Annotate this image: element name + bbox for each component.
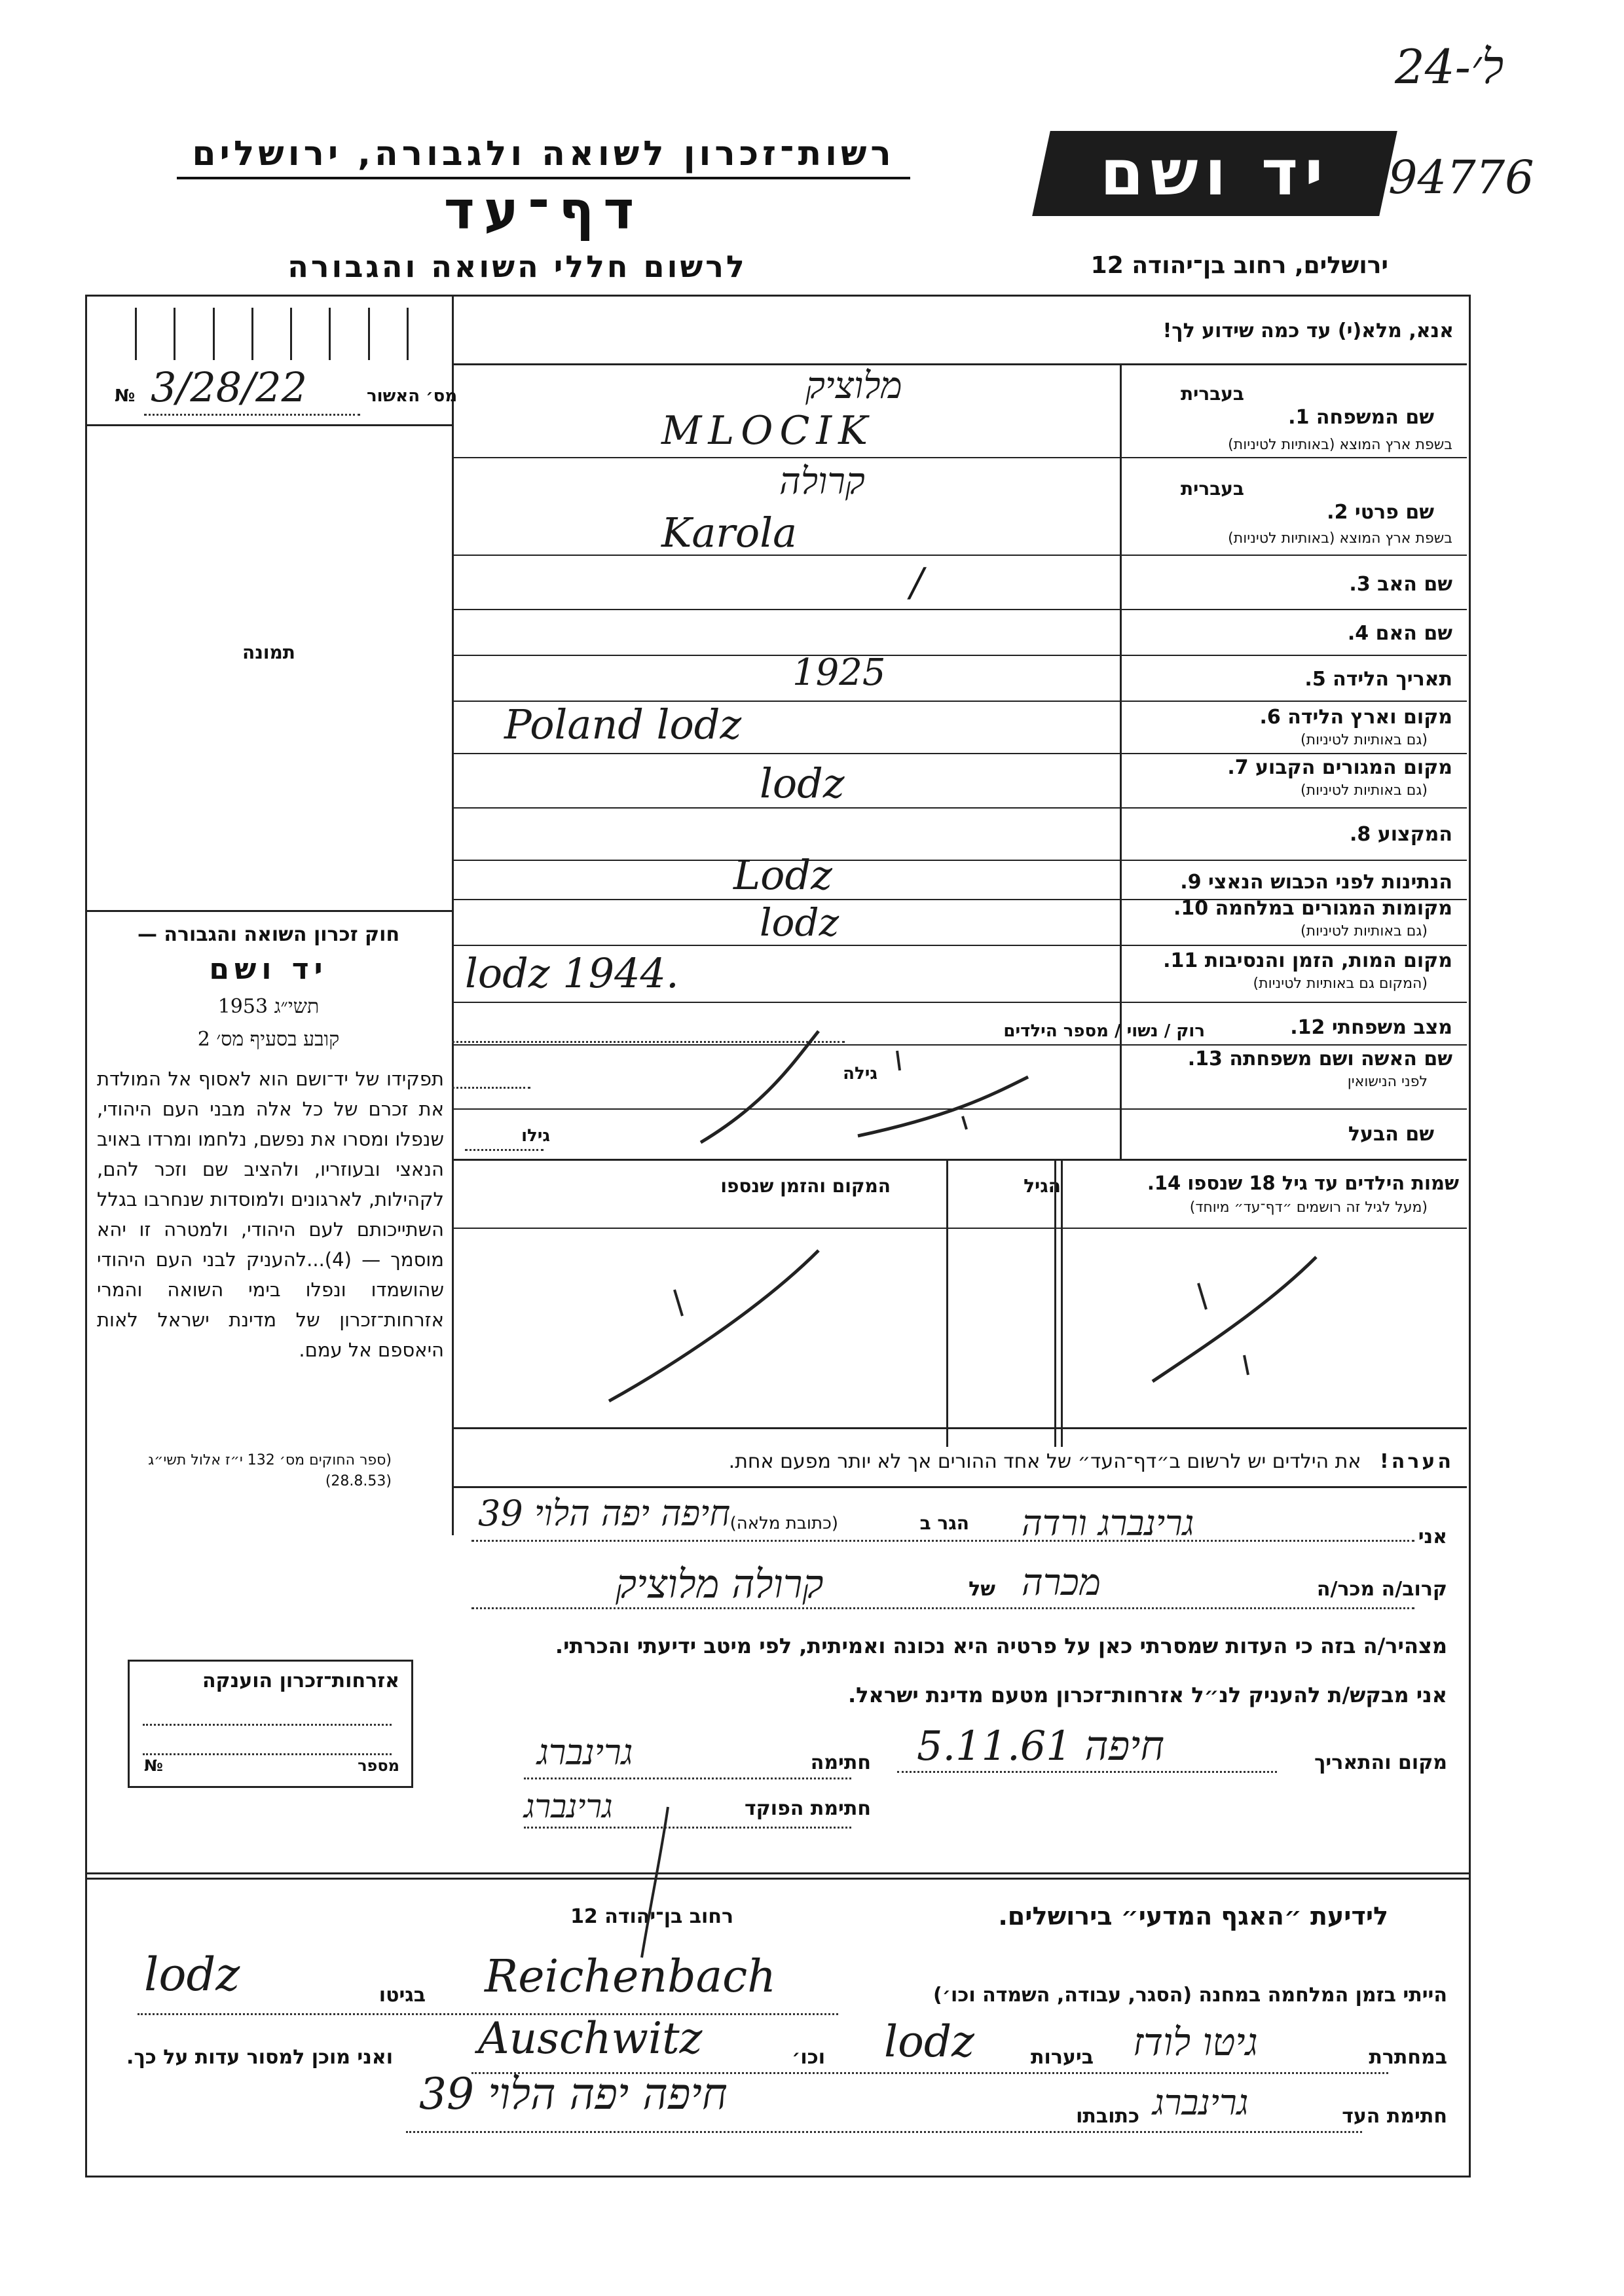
field-10-hint: (גם באותיות לטיניות)	[1301, 923, 1428, 939]
children-bottom-divider	[452, 1427, 1467, 1429]
field-11-label: מקום המות, הזמן והנסיבות 11.	[1163, 949, 1452, 972]
children-header-divider	[452, 1228, 1467, 1229]
citizenship-number-label: מספר	[358, 1757, 399, 1775]
declaration-of: של	[969, 1578, 995, 1601]
note-line	[458, 1450, 1454, 1473]
field-1-value-hebrew: מלוציק	[805, 365, 902, 407]
signature-dotline	[524, 1777, 851, 1779]
declaration-request: אני מבקש/ת להעניק לנ״ל אזרחות־זכרון מטעם מדינת ישראל.	[848, 1683, 1447, 1707]
ghetto-label: בגיטו	[378, 1984, 426, 2007]
yad-vashem-logo	[1032, 131, 1397, 216]
header-address: ירושלים, רחוב בן־יהודה 12	[1090, 252, 1388, 279]
place-date-dotline	[897, 1771, 1277, 1773]
witness-signature-value: גרינברג	[1153, 2082, 1249, 2123]
field-2-lang: בעברית	[1180, 478, 1244, 500]
ghetto-value: lodz	[144, 1948, 240, 2001]
citizenship-dotline-2	[143, 1753, 392, 1755]
field-9-label: הנתינות לפני הכבוש הנאצי 9.	[1180, 871, 1452, 894]
citizenship-dotline-1	[143, 1724, 392, 1726]
husband-age-label: גילו	[521, 1126, 550, 1146]
field-13-label: שם האשה ושם משפחתה 13.	[1187, 1048, 1452, 1070]
husband-name-label: שם הבעל	[1348, 1123, 1434, 1146]
header-rule	[177, 177, 910, 179]
signature-value: גרינברג	[537, 1732, 633, 1773]
row-divider	[452, 807, 1467, 809]
declaration-me: אני	[1418, 1525, 1447, 1548]
relation-label: קרוב/ה מכר/ה	[1316, 1578, 1447, 1601]
declaration-resides: הגר ב	[919, 1512, 969, 1534]
field-3-label: שם האב 3.	[1349, 573, 1452, 596]
photo-label: תמונה	[242, 642, 295, 663]
permit-number: 3/28/22	[151, 363, 308, 411]
relation-value: מכרה	[1022, 1561, 1101, 1604]
field-1-label: שם המשפחה 1.	[1288, 406, 1434, 429]
declaration-dotline-1	[471, 1540, 1414, 1542]
field-10-label: מקומות המגורים במלחמה 10.	[1173, 897, 1452, 920]
field-2-value: Karola	[661, 509, 798, 556]
children-cancel-strokes-icon	[452, 1231, 1467, 1447]
field-1-value: MLOCIK	[661, 408, 874, 454]
logo-text: יד ושם	[1099, 136, 1330, 210]
science-address: רחוב בן־יהודה 12	[570, 1905, 733, 1928]
forests-label: ביערות	[1031, 2046, 1094, 2069]
row-divider	[452, 655, 1467, 656]
row-divider	[452, 555, 1467, 556]
witness-address-value: חיפה יפה הלוי 39	[419, 2069, 728, 2119]
law-text: תפקידו של יד־ושם הוא לאסוף אל המולדת את זכרם של כל אלה מבני העם היהודי, שנפלו ומסרו את נפשם, נלחמו ומרדו באויב הנאצי ובעוזריו, ולהציב שם וזכר להם, לקהילות, לארגונים ולמוסדות שנחרבו בגלל השתייכותם לעם היהודי, ולמטרה זו יהא מוסמך — (4)...להעניק לבני העם היהודי שהושמדו ונפלו בימי השואה והמרי אזרחות־זכרון של מדינת ישראל לאות היאספם אל עמם.	[97, 1068, 444, 1361]
field-5-value: 1925	[792, 651, 886, 694]
field-9-value: Lodz	[733, 851, 832, 899]
declaration-address-hint: (כתובת מלאה)	[729, 1514, 838, 1533]
corner-number: 24-ל׳	[1395, 39, 1504, 94]
field-11-hint: (המקום גם באותיות לטיניות)	[1253, 975, 1428, 992]
code-boxes	[98, 308, 445, 360]
field-2-label: שם פרטי 2.	[1327, 501, 1434, 524]
declaration-of-value: קרולה מלוציק	[616, 1561, 824, 1607]
declaration-name-value: גרינברג ורדה	[1022, 1503, 1194, 1544]
note-text: את הילדים יש לרשום ב״דף־העד״ של אחד ההורים אך לא יותר מפעם אחת.	[728, 1450, 1361, 1473]
declaration-dotline-2	[471, 1607, 1414, 1609]
witness-signature-label: חתימת העד	[1342, 2105, 1447, 2128]
form-subtitle: לרשום חללי השואה והגבורה	[287, 249, 747, 284]
camp-value: Reichenbach	[485, 1951, 777, 2003]
row-divider	[452, 860, 1467, 861]
field-13-hint: לפני הנישואין	[1347, 1074, 1428, 1090]
children-col-names: שמות הילדים עד גיל 18 שנספו 14.	[1147, 1172, 1459, 1194]
science-dotline-3	[406, 2131, 1362, 2133]
field-11-value: lodz 1944.	[465, 949, 679, 997]
field-7-value: lodz	[760, 759, 845, 807]
children-col-place: המקום והזמן שנספו	[720, 1175, 891, 1197]
law-title: חוק זכרון השואה והגבורה —	[137, 923, 400, 946]
field-2-value-hebrew: קרולה	[779, 460, 865, 503]
ready-text: ואני מוכן למסור עדות על כך.	[126, 2046, 393, 2069]
science-title: לידיעת ״האגף המדעי״ בירושלים.	[998, 1902, 1388, 1931]
witness-address-label: כתובתו	[1076, 2105, 1139, 2128]
permit-dotline	[144, 414, 360, 416]
field-2-hint: בשפת ארץ המוצא (באותיות לטיניות)	[1228, 530, 1452, 547]
row-divider	[452, 945, 1467, 946]
children-col-names-hint: (מעל לגיל זה רושמים ״דף־עד״ מיוחד)	[1189, 1199, 1428, 1216]
note-divider	[452, 1486, 1467, 1488]
field-10-value: lodz	[760, 900, 840, 945]
underground-label: במחתרת	[1369, 2046, 1447, 2069]
law-source: (ספר החוקים מס׳ 132 י״ז אלול תשי״ג (28.8.53)	[148, 1452, 392, 1489]
science-line1: הייתי בזמן המלחמה במחנה (הסגר, עבודה, השמדה וכו׳)	[933, 1984, 1447, 2007]
authority-title: רשות־זכרון לשואה ולגבורה, ירושלים	[192, 134, 895, 173]
field-3-value: /	[910, 560, 924, 606]
etc-value: Auschwitz	[478, 2013, 703, 2064]
place-date-label: מקום והתאריך	[1314, 1751, 1447, 1774]
row-divider	[452, 457, 1467, 458]
row-divider	[452, 609, 1467, 610]
signature-label: חתימה	[810, 1751, 871, 1774]
etc-label: וכו׳	[792, 2046, 825, 2069]
field-6-value: Poland lodz	[504, 701, 742, 748]
law-name: יד ושם	[209, 953, 328, 986]
citizenship-number-sign: №	[144, 1757, 163, 1775]
instruction: אנא, מלא(י) עד כמה שידוע לך!	[1162, 319, 1454, 342]
field-1-hint: בשפת ארץ המוצא (באותיות לטיניות)	[1228, 437, 1452, 453]
reference-number: 94776	[1388, 151, 1534, 204]
field-6-hint: (גם באותיות לטיניות)	[1301, 732, 1428, 748]
citizenship-title: אזרחות־זכרון הוענקה	[202, 1669, 399, 1692]
permit-divider	[85, 424, 452, 426]
field-7-hint: (גם באותיות לטיניות)	[1301, 782, 1428, 799]
field-6-label: מקום וארץ הלידה 6.	[1259, 706, 1452, 729]
officer-signature-label: חתימת הפוקד	[745, 1797, 871, 1820]
children-table	[452, 1159, 1467, 1447]
law-year: תשי״ג 1953	[217, 995, 320, 1018]
field-12-options: רוק / נשוי / מספר הילדים	[1003, 1021, 1205, 1041]
field-8-label: המקצוע 8.	[1349, 823, 1452, 846]
pen-stroke-icon	[589, 1800, 720, 1964]
row-divider	[452, 753, 1467, 754]
declaration-statement: מצהיר/ה בזה כי העדות שמסרתי כאן על פרטיה היא נכונה ואמיתית, לפי מיטב ידיעתי והכרתי.	[555, 1633, 1447, 1658]
permit-label: מס׳ האשור	[367, 386, 458, 406]
field-5-label: תאריך הלידה 5.	[1304, 668, 1452, 691]
officer-signature-value: גרינברג	[524, 1787, 613, 1825]
form-title: דף־עד	[443, 180, 644, 241]
fields-area	[452, 363, 1467, 1159]
field-1-lang: בעברית	[1180, 383, 1244, 405]
field-7-label: מקום המגורים הקבוע 7.	[1227, 756, 1452, 779]
forests-value: lodz	[884, 2016, 974, 2067]
field-12-label: מצב משפחתי 12.	[1290, 1016, 1452, 1039]
field-4-label: שם האם 4.	[1347, 622, 1452, 645]
citizenship-box	[128, 1660, 413, 1788]
field-13-age-label: גילה	[843, 1064, 877, 1084]
law-divider	[85, 910, 452, 912]
cancel-strokes-icon	[452, 1018, 1120, 1159]
children-col-age: הגיל	[1024, 1175, 1061, 1197]
law-clause: קובע בסעיף מס׳ 2	[197, 1028, 340, 1051]
declaration-address-value: חיפה יפה הלוי 39	[478, 1493, 731, 1534]
permit-no-sign: №	[115, 386, 136, 406]
underground-value: גיטו לודז	[1133, 2020, 1258, 2064]
row-divider	[452, 1002, 1467, 1003]
note-label: הערה!	[1380, 1450, 1454, 1473]
place-date-value: חיפה 5.11.61	[917, 1722, 1165, 1770]
